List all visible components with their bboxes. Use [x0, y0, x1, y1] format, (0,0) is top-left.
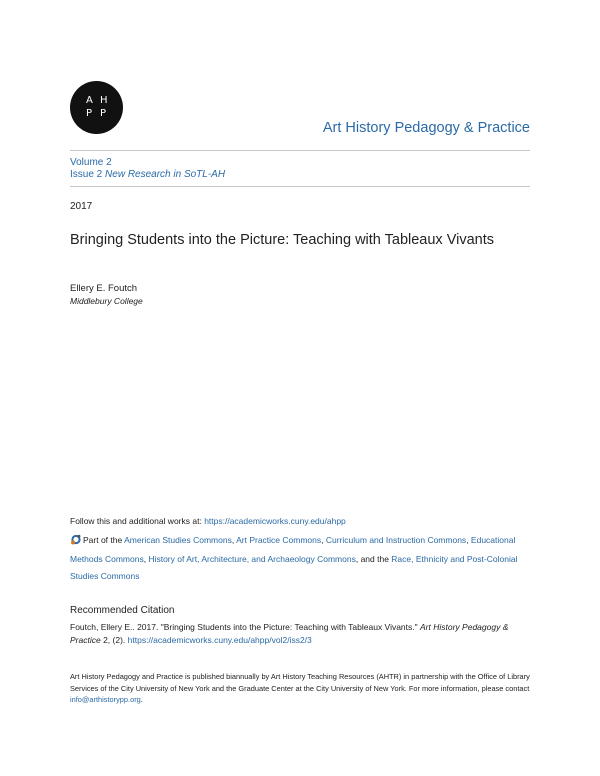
divider-bottom [70, 186, 530, 187]
publisher-note [70, 671, 540, 706]
author-affiliation: Middlebury College [70, 296, 143, 306]
issue-name[interactable]: New Research in SoTL-AH [105, 169, 226, 180]
commons-link-art-practice[interactable]: Art Practice Commons [236, 535, 322, 545]
part-of-block [70, 532, 540, 585]
issue-line[interactable] [70, 169, 225, 181]
commons-link-curriculum-instruction[interactable]: Curriculum and Instruction Commons [325, 535, 467, 545]
follow-prefix: Follow this and additional works at: [70, 516, 205, 526]
separator: , and the [355, 554, 392, 564]
recommended-citation-body [70, 621, 530, 647]
follow-link[interactable]: https://academicworks.cuny.edu/ahpp [204, 516, 346, 526]
part-of-prefix: Part of the [83, 535, 125, 545]
publisher-note-text: Art History Pedagogy and Practice is published biannually by Art History Teaching Resources (AHTR) in partnership with the Office of Library Services of the City University of New York and the Graduate Center at the City University of New York. For more information, please contact [70, 672, 530, 693]
citation-link[interactable]: https://academicworks.cuny.edu/ahpp/vol2/iss2/3 [127, 635, 312, 645]
logo-letter-p2: P [100, 108, 107, 119]
separator: , [231, 535, 237, 545]
volume-link[interactable]: Volume 2 [70, 157, 112, 168]
commons-link-history-of-art[interactable]: History of Art, Architecture, and Archaeology Commons [148, 554, 356, 564]
separator: , [321, 535, 326, 545]
ahpp-logo [70, 81, 123, 134]
article-title: Bringing Students into the Picture: Teaching with Tableaux Vivants [70, 232, 494, 248]
volume-issue-block [70, 157, 225, 181]
citation-volume: 2, (2). [100, 635, 128, 645]
separator: , [466, 535, 471, 545]
citation-journal: Art History Pedagogy & Practice [70, 622, 509, 645]
author-name: Ellery E. Foutch [70, 283, 138, 294]
commons-link-american-studies[interactable]: American Studies Commons [124, 535, 232, 545]
contact-email-link[interactable]: info@arthistorypp.org [70, 695, 141, 704]
logo-letter-a: A [86, 95, 93, 106]
recommended-citation-heading: Recommended Citation [70, 605, 175, 616]
journal-title-link[interactable]: Art History Pedagogy & Practice [322, 120, 530, 136]
publisher-note-end: . [140, 695, 143, 704]
separator: , [143, 554, 149, 564]
divider-top [70, 150, 530, 151]
commons-network-icon [70, 534, 81, 551]
follow-line [70, 516, 346, 526]
commons-link-educational-methods[interactable]: Educational Methods Commons [70, 535, 516, 564]
commons-link-race-ethnicity[interactable]: Race, Ethnicity and Post-Colonial Studies Commons [70, 554, 518, 581]
logo-letter-p1: P [86, 108, 93, 119]
issue-label[interactable]: Issue 2 [70, 169, 103, 180]
citation-text: Foutch, Ellery E.. 2017. "Bringing Students into the Picture: Teaching with Tableaux Vivants." [70, 622, 421, 632]
logo-letter-h: H [100, 95, 108, 106]
publication-year: 2017 [70, 201, 93, 212]
